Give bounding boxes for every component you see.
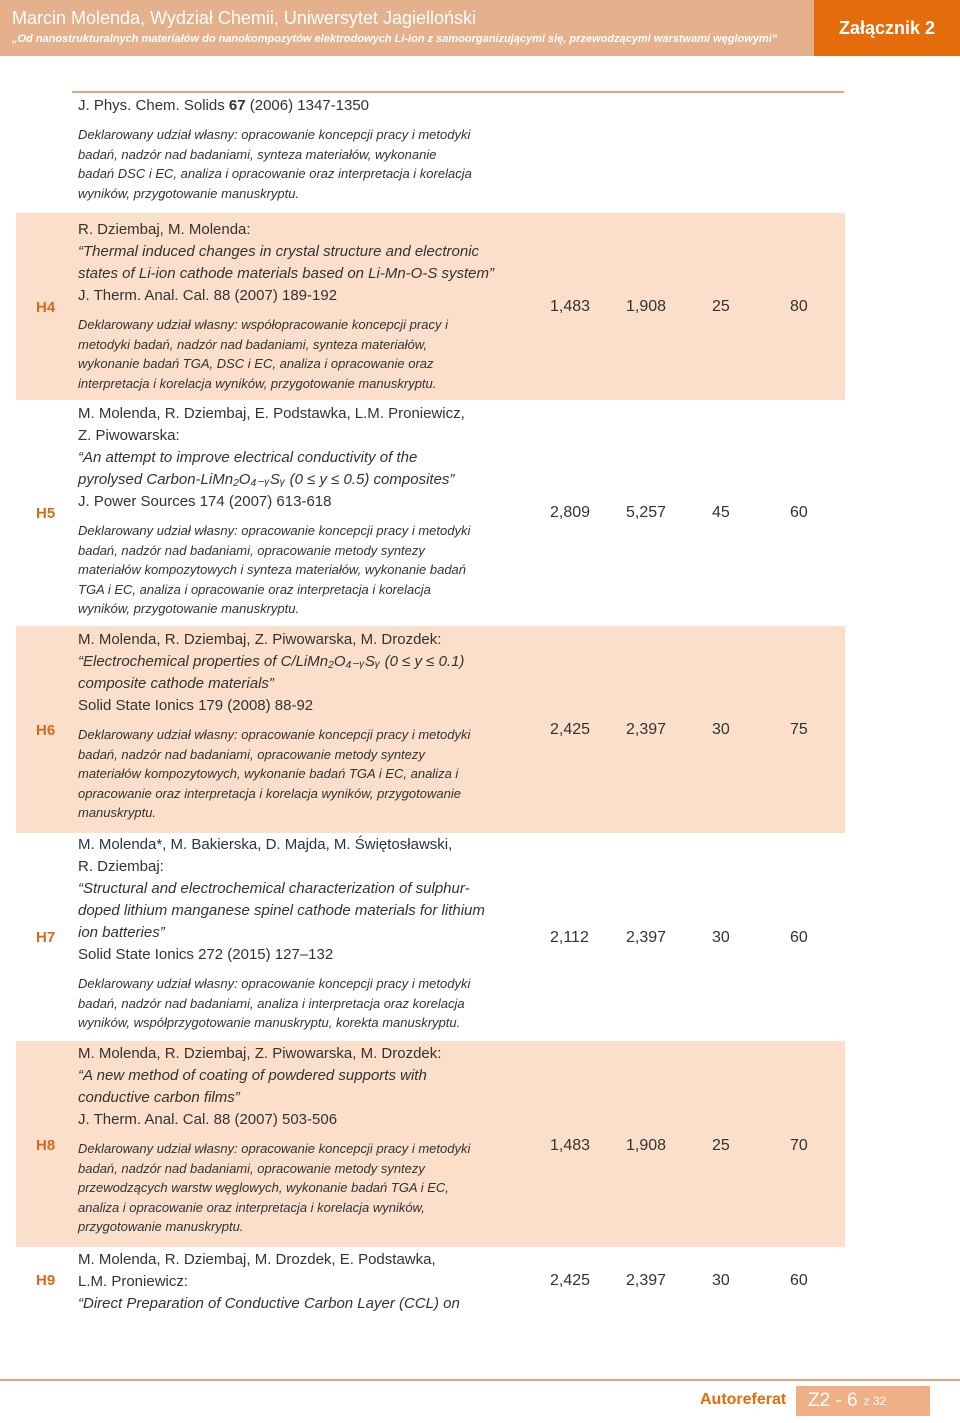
- metric-if: 2,425: [550, 721, 591, 738]
- authors: M. Molenda*, M. Bakierska, D. Majda, M. Świętosławski,: [78, 836, 453, 853]
- metric-points: 30: [712, 929, 730, 946]
- declaration: Deklarowany udział własny: współopracowanie koncepcji pracy i metodyki badań, nadzór nad badaniami, synteza materiałów, wykonanie badań TGA, DSC i EC, analiza i opracowanie oraz interpretacja i korelacja wyników, przygotowanie manuskryptu.: [78, 317, 448, 391]
- declaration: Deklarowany udział własny: opracowanie koncepcji pracy i metodyki badań, nadzór nad badaniami, opracowanie metody syntezy materiałów kompozytowych, wykonanie badań TGA i EC, analiza i opracowanie oraz interpretacja i korelacja wyników, przygotowanie manuskryptu.: [78, 727, 471, 820]
- entry: [78, 629, 538, 823]
- table-row: [16, 213, 845, 400]
- row-code: H8: [36, 1137, 56, 1154]
- metric-if5: 1,908: [626, 298, 667, 315]
- authors: R. Dziembaj, M. Molenda:: [78, 221, 251, 238]
- table-row: [16, 1247, 845, 1317]
- metric-if5: 1,908: [626, 1137, 667, 1154]
- annex-label: Załącznik 2: [814, 0, 960, 56]
- metric-if: 2,112: [550, 929, 589, 946]
- journal-ref: Solid State Ionics 179 (2008) 88-92: [78, 697, 314, 714]
- metric-share: 80: [790, 298, 808, 315]
- paper-title: “An attempt to improve electrical conductivity of the: [78, 449, 418, 466]
- declaration: Deklarowany udział własny: opracowanie koncepcji pracy i metodyki badań, nadzór nad badaniami, synteza materiałów, wykonanie badań DSC i EC, analiza i opracowanie oraz interpretacja i korelacja wyników, przygotowanie manuskryptu.: [78, 127, 472, 201]
- entry: [78, 1249, 538, 1315]
- authors: M. Molenda, R. Dziembaj, Z. Piwowarska, M. Drozdek:: [78, 1045, 442, 1062]
- page-number: [796, 1386, 930, 1416]
- paper-title: doped lithium manganese spinel cathode materials for lithium: [78, 902, 485, 919]
- journal-ref: J. Therm. Anal. Cal. 88 (2007) 503-506: [78, 1111, 338, 1128]
- paper-title: “Thermal induced changes in crystal structure and electronic: [78, 243, 480, 260]
- metric-if: 1,483: [550, 1137, 591, 1154]
- row-code: H4: [36, 299, 56, 316]
- authors: Z. Piwowarska:: [78, 427, 180, 444]
- entry: [78, 403, 538, 619]
- header-subtitle: „Od nanostrukturalnych materiałów do nanokompozytów elektrodowych Li-ion z samoorganizującymi się, przewodzącymi warstwami węglowymi”: [12, 33, 778, 45]
- row-continuation: [16, 93, 845, 211]
- paper-title: “A new method of coating of powdered supports with: [78, 1067, 427, 1084]
- authors: M. Molenda, R. Dziembaj, Z. Piwowarska, M. Drozdek:: [78, 631, 442, 648]
- metric-share: 70: [790, 1137, 808, 1154]
- metric-if5: 2,397: [626, 1272, 667, 1289]
- entry: [78, 219, 538, 393]
- row-code: H5: [36, 505, 56, 522]
- paper-title: conductive carbon films”: [78, 1089, 240, 1106]
- metric-share: 60: [790, 1272, 808, 1289]
- metric-points: 25: [712, 1137, 730, 1154]
- metric-share: 75: [790, 721, 808, 738]
- metric-points: 30: [712, 1272, 730, 1289]
- journal-ref: J. Phys. Chem. Solids 67 (2006) 1347-1350: [78, 97, 370, 114]
- journal-ref: J. Therm. Anal. Cal. 88 (2007) 189-192: [78, 287, 338, 304]
- paper-title: composite cathode materials”: [78, 675, 274, 692]
- metric-points: 25: [712, 298, 730, 315]
- authors: M. Molenda, R. Dziembaj, E. Podstawka, L.M. Proniewicz,: [78, 405, 465, 422]
- page-current: Z2 - 6: [808, 1390, 858, 1411]
- entry: [78, 834, 538, 1033]
- header-author: Marcin Molenda, Wydział Chemii, Uniwersytet Jagielloński: [12, 8, 477, 28]
- entry: [78, 1043, 538, 1237]
- metric-share: 60: [790, 929, 808, 946]
- paper-title: ion batteries”: [78, 924, 165, 941]
- row-code: H9: [36, 1272, 56, 1289]
- metric-if: 1,483: [550, 298, 591, 315]
- metric-if5: 5,257: [626, 504, 667, 521]
- paper-title: states of Li-ion cathode materials based on Li-Mn-O-S system”: [78, 265, 495, 282]
- paper-title: “Direct Preparation of Conductive Carbon Layer (CCL) on: [78, 1295, 460, 1312]
- journal-ref: Solid State Ionics 272 (2015) 127–132: [78, 946, 334, 963]
- paper-title: “Electrochemical properties of C/LiMn₂O₄₋ᵧSᵧ (0 ≤ y ≤ 0.1): [78, 653, 465, 670]
- metric-if5: 2,397: [626, 721, 667, 738]
- metric-if5: 2,397: [626, 929, 667, 946]
- entry-continuation: [78, 95, 538, 203]
- page-total: z 32: [863, 1394, 887, 1408]
- table-row: [16, 833, 845, 1041]
- metric-if: 2,425: [550, 1272, 591, 1289]
- declaration: Deklarowany udział własny: opracowanie koncepcji pracy i metodyki badań, nadzór nad badaniami, opracowanie metody syntezy przewodzących warstw węglowych, wykonanie badań TGA i EC, analiza i opracowanie oraz interpretacja i korelacja wyników, przygotowanie manuskryptu.: [78, 1141, 471, 1234]
- page-header: [0, 0, 960, 56]
- table-row: [16, 1041, 845, 1247]
- declaration: Deklarowany udział własny: opracowanie koncepcji pracy i metodyki badań, nadzór nad badaniami, opracowanie metody syntezy materiałów kompozytowych i synteza materiałów, wykonanie badań TGA i EC, analiza i opracowanie oraz interpretacja i korelacja wyników, przygotowanie manuskryptu.: [78, 523, 471, 616]
- paper-title: “Structural and electrochemical characterization of sulphur-: [78, 880, 470, 897]
- footer-divider: [0, 1379, 960, 1381]
- journal-ref: J. Power Sources 174 (2007) 613-618: [78, 493, 332, 510]
- row-code: H7: [36, 929, 56, 946]
- metric-points: 30: [712, 721, 730, 738]
- authors: R. Dziembaj:: [78, 858, 164, 875]
- paper-title: pyrolysed Carbon-LiMn₂O₄₋ᵧSᵧ (0 ≤ y ≤ 0.5) composites”: [78, 471, 455, 488]
- table-row: [16, 400, 845, 626]
- metric-share: 60: [790, 504, 808, 521]
- row-code: H6: [36, 722, 56, 739]
- declaration: Deklarowany udział własny: opracowanie koncepcji pracy i metodyki badań, nadzór nad badaniami, analiza i interpretacja oraz korelacja wyników, współprzygotowanie manuskryptu, korekta manuskryptu.: [78, 976, 471, 1030]
- table-row: [16, 626, 845, 833]
- authors: M. Molenda, R. Dziembaj, M. Drozdek, E. Podstawka,: [78, 1251, 436, 1268]
- metric-points: 45: [712, 504, 730, 521]
- footer-label: Autoreferat: [700, 1391, 787, 1408]
- metric-if: 2,809: [550, 504, 591, 521]
- authors: L.M. Proniewicz:: [78, 1273, 189, 1290]
